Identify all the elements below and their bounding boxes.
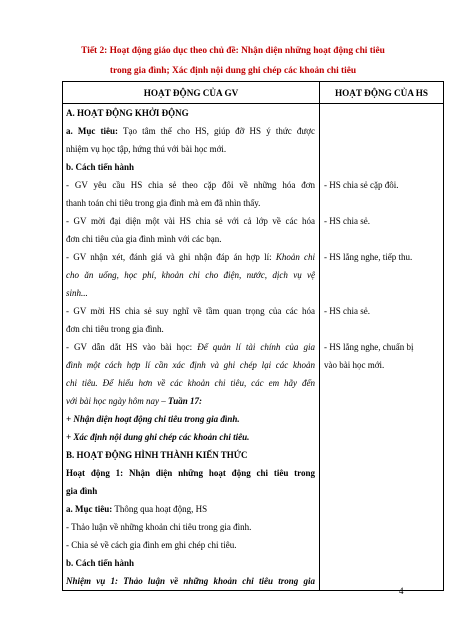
week-label: Tuần 17: [168, 396, 202, 406]
header-student-activity: HOẠT ĐỘNG CỦA HS [320, 82, 444, 104]
topic-1: + Nhận diện hoạt động chi tiêu trong gia đình. [66, 414, 240, 424]
step-3-line-1 [66, 248, 315, 266]
b-goal-item-1: - Thảo luận về những khoản chi tiêu trong gia đình. [66, 522, 252, 532]
page-number: 4 [399, 586, 404, 596]
step-2-line-2: đơn chi tiêu của gia đình mình với các bạn. [66, 234, 222, 244]
table-header-row [63, 82, 444, 104]
step-1-line-1: - GV yêu cầu HS chia sẻ theo cặp đôi về những hóa đơn [66, 180, 315, 190]
section-a-heading: A. HOẠT ĐỘNG KHỞI ĐỘNG [66, 108, 189, 118]
student-response-1: - HS chia sẻ cặp đôi. [324, 180, 399, 190]
step-5-text: - GV dẫn dắt HS vào bài học: [66, 342, 198, 352]
step-2-line-1: - GV mời đại diện một vài HS chia sẻ với cả lớp về các hóa [66, 216, 315, 226]
step-3-line-2: cho ăn uống, học phí, khoản chi cho điện, nước, dịch vụ vệ [66, 270, 315, 280]
lesson-table [62, 81, 444, 591]
task-1-heading: Nhiệm vụ 1: Thảo luận về những khoản chi tiêu trong gia [66, 576, 315, 586]
student-response-3: - HS lắng nghe, tiếp thu. [324, 252, 413, 262]
student-activity-cell [320, 104, 444, 591]
table-body-row [63, 104, 444, 591]
student-response-5-line-2: vào bài học mới. [324, 360, 385, 370]
step-4-line-1: - GV mời HS chia sẻ suy nghĩ về tầm quan trọng của các hóa [66, 306, 315, 316]
student-response-4: - HS chia sẻ. [324, 306, 370, 316]
step-3-line-3: sinh... [66, 288, 88, 298]
step-5-italic: Để quản lí tài chính của gia [197, 342, 315, 352]
step-5-italic-end: với bài học ngày hôm nay – [66, 396, 169, 406]
goal-label: a. Mục tiêu: [66, 126, 119, 136]
student-response-5-line-1: - HS lắng nghe, chuẩn bị [324, 342, 414, 352]
goal-line-2: nhiệm vụ học tập, hứng thú với bài học mới. [66, 144, 227, 154]
student-response-2: - HS chia sẻ. [324, 216, 370, 226]
b-goal-label: a. Mục tiêu: [66, 504, 113, 514]
topic-2: + Xác định nội dung ghi chép các khoản chi tiêu. [66, 432, 250, 442]
header-teacher-activity: HOẠT ĐỘNG CỦA GV [63, 82, 320, 104]
step-4-line-2: đơn chi tiêu trong gia đình. [66, 324, 164, 334]
step-5-line-4 [66, 392, 315, 410]
b-goal-line [66, 500, 315, 518]
b-goal-text: Thông qua hoạt động, HS [112, 504, 208, 514]
goal-text: Tạo tâm thế cho HS, giúp đỡ HS ý thức được [118, 126, 315, 136]
activity-1-line-2: gia đình [66, 486, 98, 496]
b-goal-item-2: - Chia sẻ về cách gia đình em ghi chép chi tiêu. [66, 540, 237, 550]
step-3-italic: Khoản chi [275, 252, 315, 262]
method-heading: b. Cách tiến hành [66, 162, 135, 172]
step-5-line-2: đình một cách hợp lí cần xác định và ghi chép lại các khoản [66, 360, 315, 370]
step-3-text: - GV nhận xét, đánh giá và ghi nhận đáp án hợp lí: [66, 252, 276, 262]
lesson-title [62, 41, 404, 81]
title-line-1: Tiết 2: Hoạt động giáo dục theo chủ đề: Nhận diện những hoạt động chi tiêu [81, 46, 385, 56]
activity-1-line-1: Hoạt động 1: Nhận diện những hoạt động chi tiêu trong [66, 468, 315, 478]
title-line-2: trong gia đình; Xác định nội dung ghi chép các khoản chi tiêu [109, 66, 357, 76]
b-method-heading: b. Cách tiến hành [66, 558, 135, 568]
step-5-line-1 [66, 338, 315, 356]
teacher-activity-cell [63, 104, 320, 591]
section-b-heading: B. HOẠT ĐỘNG HÌNH THÀNH KIẾN THỨC [66, 450, 248, 460]
goal-line [66, 122, 315, 140]
step-5-line-3: chi tiêu. Để hiểu hơn về các khoản chi tiêu, các em hãy đến [66, 378, 315, 388]
step-1-line-2: thanh toán chi tiêu trong gia đình mà em đã nhìn thấy. [66, 198, 261, 208]
